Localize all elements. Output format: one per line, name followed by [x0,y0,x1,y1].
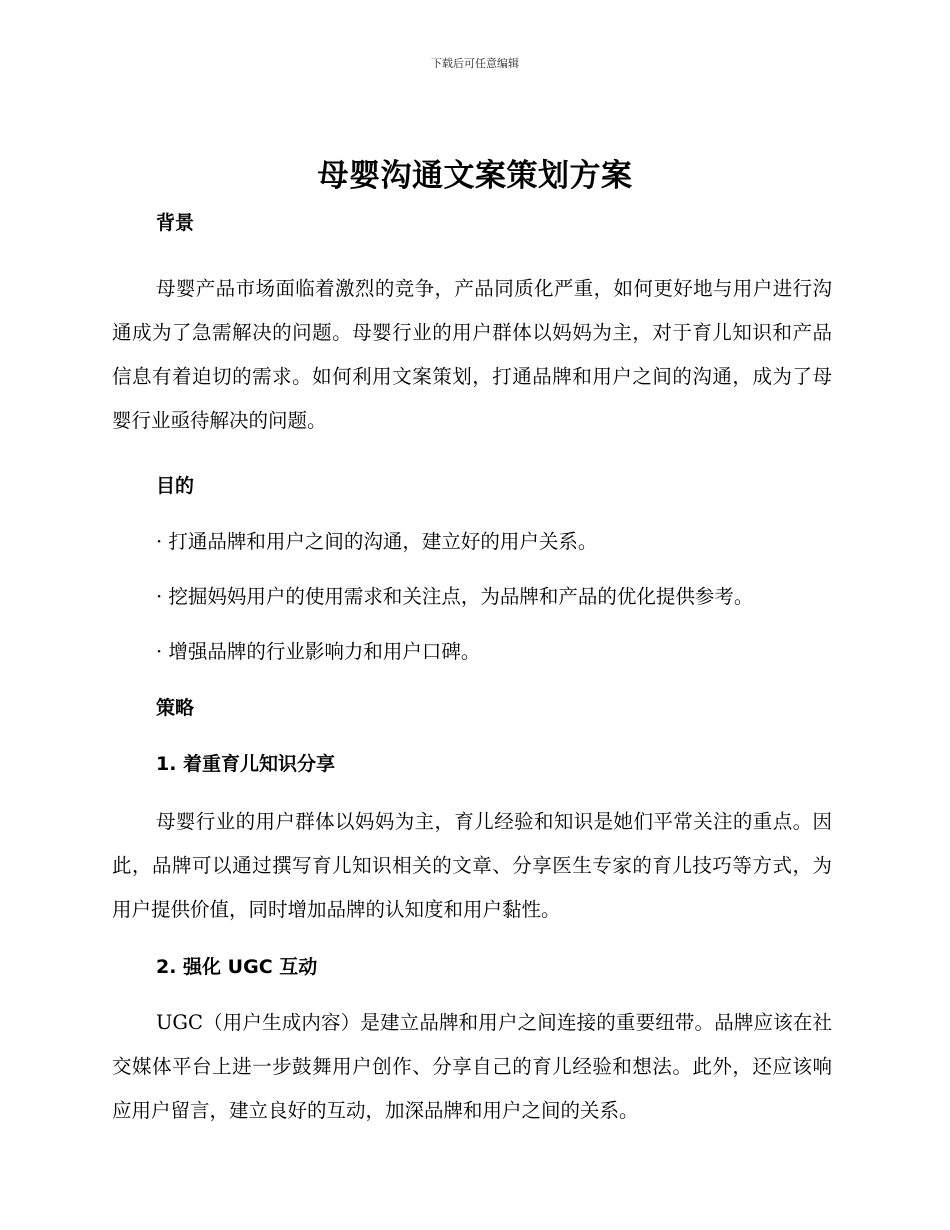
section-heading-goals: 目的 [156,475,195,497]
background-paragraph: 母婴产品市场面临着激烈的竞争，产品同质化严重，如何更好地与用户进行沟通成为了急需解决的问题。母婴行业的用户群体以妈妈为主，对于育儿知识和产品信息有着迫切的需求。如何利用文案策划，打通品牌和用户之间的沟通，成为了母婴行业亟待解决的问题。 [112,277,832,432]
strategy-subheading-2: 2. 强化 UGC 互动 [156,956,318,978]
strategy-paragraph-1: 母婴行业的用户群体以妈妈为主，育儿经验和知识是她们平常关注的重点。因此，品牌可以通过撰写育儿知识相关的文章、分享医生专家的育儿技巧等方式，为用户提供价值，同时增加品牌的认知度和用户黏性。 [112,810,832,921]
document-title: 母婴沟通文案策划方案 [317,158,633,194]
document-body [112,202,832,1133]
section-heading-background: 背景 [156,212,195,234]
header-note: 下载后可任意编辑 [431,57,519,70]
section-heading-strategy: 策略 [156,697,195,719]
goal-item: · 打通品牌和用户之间的沟通，建立好的用户关系。 [156,530,598,553]
goal-item: · 挖掘妈妈用户的使用需求和关注点，为品牌和产品的优化提供参考。 [156,585,754,608]
strategy-paragraph-2: UGC（用户生成内容）是建立品牌和用户之间连接的重要纽带。品牌应该在社交媒体平台上进一步鼓舞用户创作、分享自己的育儿经验和想法。此外，还应该响应用户留言，建立良好的互动，加深品牌和用户之间的关系。 [112,1011,832,1122]
strategy-subheading-1: 1. 着重育儿知识分享 [156,753,336,775]
goal-item: · 增强品牌的行业影响力和用户口碑。 [156,640,481,663]
